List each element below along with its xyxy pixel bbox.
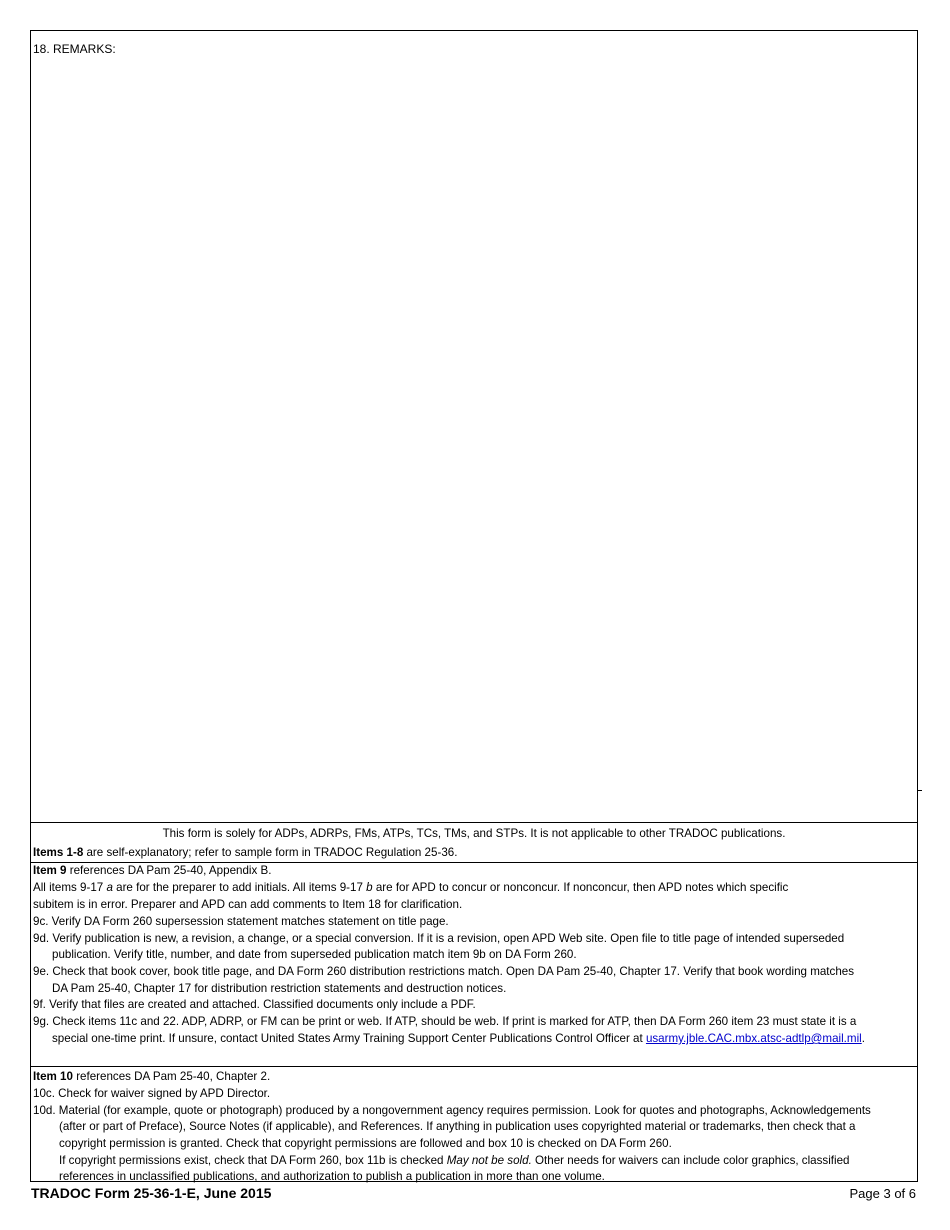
item9e-text-2: DA Pam 25-40, Chapter 17 for distribution restriction statements and destruction notices. (52, 982, 507, 995)
contact-email-link[interactable]: usarmy.jble.CAC.mbx.atsc-adtlp@mail.mil (645, 1032, 862, 1045)
item10-label: Item 10 (33, 1070, 73, 1083)
item10d-text-1: 10d. Material (for example, quote or photograph) produced by a nongovernment agency requires permission. Look for quotes and photographs, Acknowledgements (33, 1104, 871, 1117)
item9-intro-line-2: subitem is in error. Preparer and APD can add comments to Item 18 for clarification. (33, 898, 463, 911)
item10d-text-4a: If copyright permissions exist, check that DA Form 260, box 11b is checked (59, 1154, 447, 1167)
item9g-text-1: 9g. Check items 11c and 22. ADP, ADRP, or FM can be print or web. If ATP, should be web. If print is marked for ATP, then DA Form 260 item 23 must state it is a (33, 1015, 857, 1028)
item9d-text-1: 9d. Verify publication is new, a revision, a change, or a special conversion. If it is a revision, open APD Web site. Open file to title page of intended superseded (33, 932, 845, 945)
item9-intro-part-3: are for APD to concur or nonconcur. If nonconcur, then APD notes which specific (372, 881, 789, 894)
item10-heading (33, 1069, 913, 1085)
form-container (30, 30, 918, 1182)
item10d-text-4b: Other needs for waivers can include color graphics, classified (531, 1154, 850, 1167)
item9g-text-2 (52, 1031, 913, 1047)
item9-intro-part-1: All items 9-17 (33, 881, 107, 894)
remarks-section (31, 31, 917, 823)
page-number: Page 3 of 6 (849, 1186, 916, 1201)
items-1-8-label: Items 1-8 (33, 846, 84, 859)
item9g-period: . (861, 1032, 865, 1045)
item9-intro-part-2: are for the preparer to add initials. All items 9-17 (112, 881, 367, 894)
item9-intro-italic-b: b (366, 881, 373, 894)
item9-heading (33, 863, 913, 879)
item10-section (31, 1067, 917, 1181)
item9f-text: 9f. Verify that files are created and attached. Classified documents only include a PDF. (33, 998, 476, 1011)
item9d-text-2: publication. Verify title, number, and date from superseded publication match item 9b on DA Form 260. (52, 948, 577, 961)
item9g-contact-text: special one-time print. If unsure, contact United States Army Training Support Center Publications Control Officer at (52, 1032, 646, 1045)
item10-heading-text: references DA Pam 25-40, Chapter 2. (72, 1070, 271, 1083)
form-identifier: TRADOC Form 25-36-1-E, June 2015 (31, 1185, 272, 1201)
item10d-text-3: copyright permission is granted. Check that copyright permissions are followed and box 10 is checked on DA Form 260. (59, 1137, 672, 1150)
item9-label: Item 9 (33, 864, 67, 877)
notice-section (31, 823, 917, 863)
item10d-text-4 (59, 1153, 913, 1169)
item9-intro-line-1 (33, 880, 913, 896)
item9e-text-1: 9e. Check that book cover, book title page, and DA Form 260 distribution restrictions match. Open DA Pam 25-40, Chapter 17. Verify that book wording matches (33, 965, 855, 978)
item10d-italic: May not be sold. (446, 1154, 532, 1167)
applicability-statement: This form is solely for ADPs, ADRPs, FMs, ATPs, TCs, TMs, and STPs. It is not applicable to other TRADOC publications. (162, 827, 786, 840)
item9-intro-italic-a: a (106, 881, 113, 894)
remarks-input[interactable] (32, 61, 916, 821)
item10d-text-2: (after or part of Preface), Source Notes (if applicable), and References. If anything in publication uses copyrighted material or trademarks, then check that a (59, 1120, 856, 1133)
margin-tick (918, 790, 922, 791)
item9c-text: 9c. Verify DA Form 260 supersession statement matches statement on title page. (33, 915, 449, 928)
items-1-8-note (33, 846, 457, 859)
item10d-text-5: references in unclassified publications, and authorization to publish a publication in more than one volume. (59, 1170, 605, 1183)
item9-heading-text: references DA Pam 25-40, Appendix B. (66, 864, 272, 877)
remarks-label: 18. REMARKS: (33, 42, 116, 56)
item9-section (31, 863, 917, 1067)
items-1-8-text: are self-explanatory; refer to sample form in TRADOC Regulation 25-36. (83, 846, 458, 859)
item10c-text: 10c. Check for waiver signed by APD Director. (33, 1087, 271, 1100)
